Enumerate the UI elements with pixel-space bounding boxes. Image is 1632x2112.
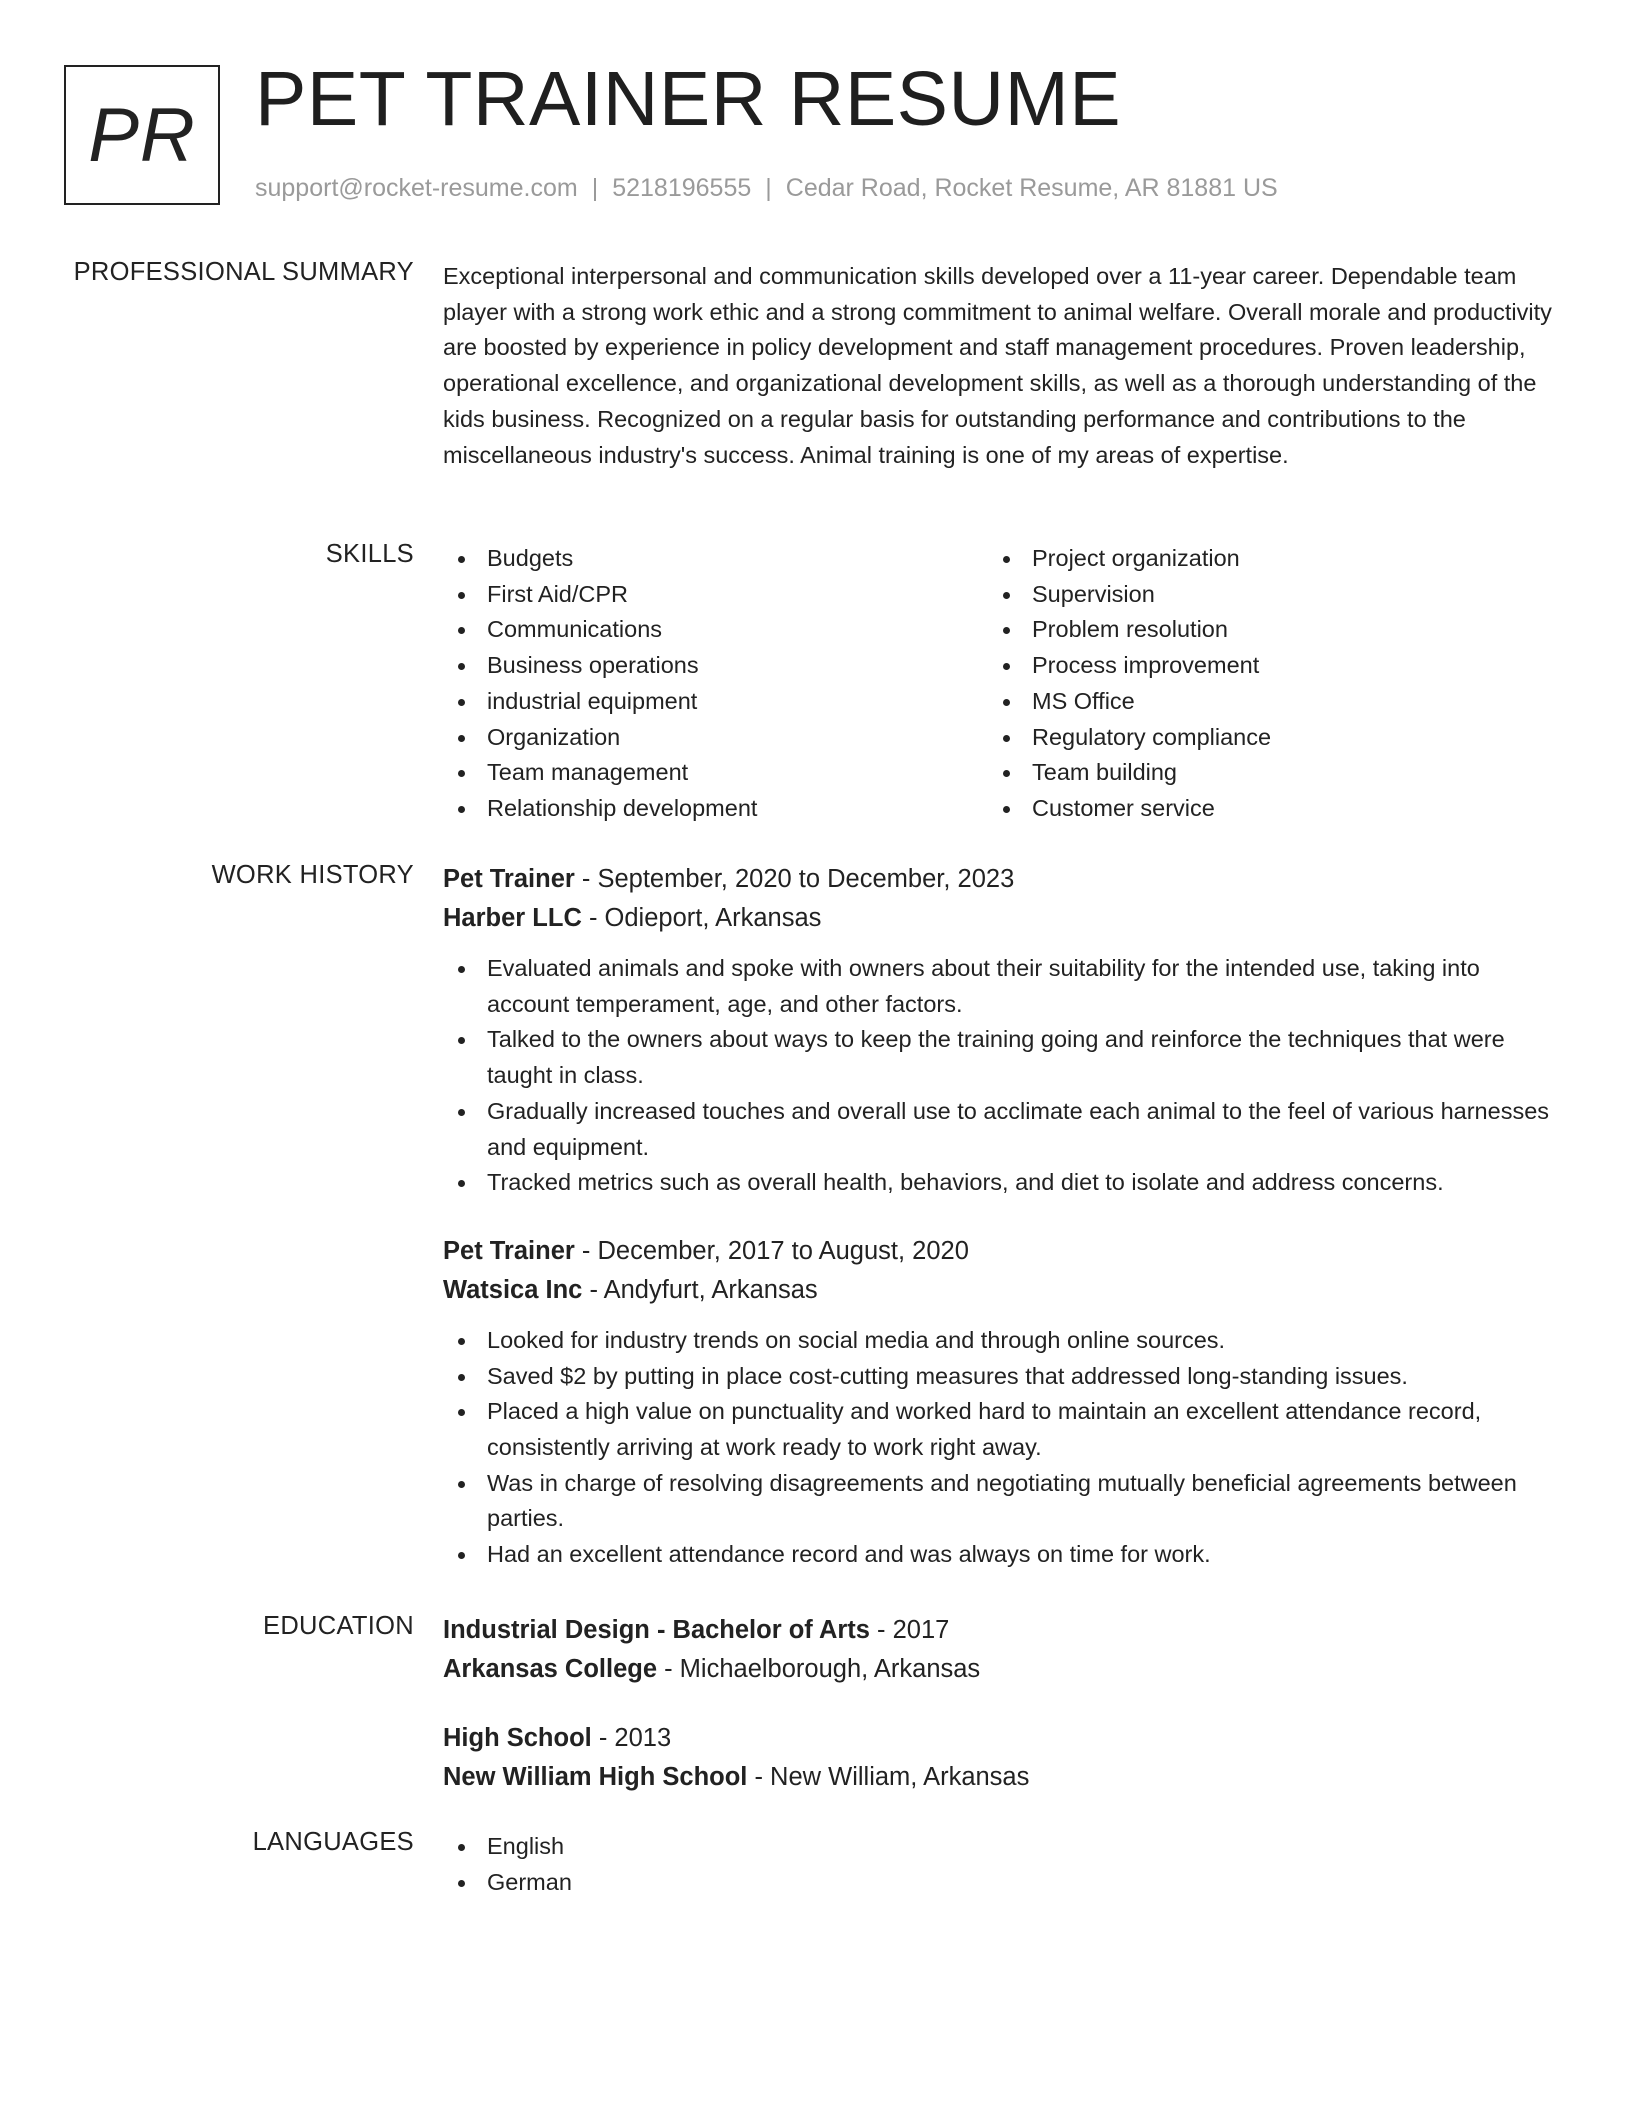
contact-separator: | [591, 174, 599, 202]
job-bullets [443, 951, 1558, 1201]
resume-header [64, 56, 1568, 210]
section-heading-summary: PROFESSIONAL SUMMARY [73, 258, 414, 286]
education-entry [443, 1611, 1558, 1689]
job-bullet: Looked for industry trends on social media and through online sources. [443, 1323, 1558, 1359]
skill-item: Customer service [988, 791, 1528, 827]
contact-line [255, 174, 1278, 203]
job-company: Watsica Inc [443, 1275, 583, 1304]
skill-item: industrial equipment [443, 684, 983, 720]
language-item: German [443, 1865, 1558, 1901]
contact-separator: | [765, 174, 772, 202]
job-dates: - September, 2020 to December, 2023 [574, 865, 1015, 893]
education-location: - New William, Arkansas [747, 1763, 1030, 1791]
job-bullet: Gradually increased touches and overall use to acclimate each animal to the feel of various harnesses and equipment. [443, 1094, 1558, 1165]
job-title: Pet Trainer [443, 1236, 575, 1265]
education-location: - Michaelborough, Arkansas [657, 1655, 981, 1683]
education-degree: High School [443, 1724, 592, 1752]
section-heading-education: EDUCATION [263, 1612, 414, 1640]
section-heading-skills: SKILLS [325, 540, 414, 568]
education-school: New William High School [443, 1763, 748, 1791]
skill-item: Problem resolution [988, 612, 1528, 648]
languages-list [443, 1829, 1558, 1900]
skill-item: Project organization [988, 541, 1528, 577]
job-bullet: Evaluated animals and spoke with owners about their suitability for the intended use, taking into account temperament, age, and other factors. [443, 951, 1558, 1022]
job-location: - Andyfurt, Arkansas [582, 1275, 818, 1304]
skill-item: First Aid/CPR [443, 577, 983, 613]
skill-item: Business operations [443, 648, 983, 684]
monogram-box: PR [64, 65, 220, 205]
job-bullets [443, 1323, 1558, 1573]
job-title-line [443, 860, 1558, 899]
job-bullet: Was in charge of resolving disagreements and negotiating mutually beneficial agreements between parties. [443, 1466, 1558, 1537]
education-entry [443, 1719, 1558, 1797]
job-entry [443, 1232, 1558, 1573]
job-bullet: Saved $2 by putting in place cost-cutting measures that addressed long-standing issues. [443, 1359, 1558, 1395]
job-entry [443, 860, 1558, 1201]
job-bullet: Placed a high value on punctuality and worked hard to maintain an excellent attendance record, consistently arriving at work ready to work right away. [443, 1394, 1558, 1465]
skill-item: Process improvement [988, 648, 1528, 684]
job-company: Harber LLC [443, 904, 582, 932]
skill-item: Organization [443, 720, 983, 756]
summary-text: Exceptional interpersonal and communication skills developed over a 11-year career. Dependable team player with a strong work ethic and a strong commitment to animal welfare. Overall morale and productivity are boosted by experience in policy development and staff management procedures. Proven leadership, operational excellence, and organizational development skills, as well as a thorough understanding of the kids business. Recognized on a regular basis for outstanding performance and contributions to the miscellaneous industry's success. Animal training is one of my areas of expertise. [443, 263, 1552, 468]
skills-list-right [988, 541, 1528, 827]
education-year: - 2017 [869, 1616, 950, 1644]
skill-item: Budgets [443, 541, 983, 577]
contact-email[interactable]: support@rocket-resume.com [255, 174, 578, 202]
education-degree: Industrial Design - Bachelor of Arts [443, 1616, 870, 1644]
job-dates: - December, 2017 to August, 2020 [574, 1236, 969, 1265]
resume-title: PET TRAINER RESUME [255, 56, 1122, 142]
skill-item: Supervision [988, 577, 1528, 613]
job-bullet: Had an excellent attendance record and was always on time for work. [443, 1537, 1558, 1573]
skill-item: Team building [988, 755, 1528, 791]
job-title-line [443, 1232, 1558, 1271]
section-heading-languages: LANGUAGES [252, 1828, 414, 1856]
skill-item: Team management [443, 755, 983, 791]
skill-item: Regulatory compliance [988, 720, 1528, 756]
job-title: Pet Trainer [443, 865, 575, 893]
contact-phone: 5218196555 [612, 174, 752, 202]
education-year: - 2013 [591, 1724, 672, 1752]
job-bullet: Tracked metrics such as overall health, behaviors, and diet to isolate and address concerns. [443, 1165, 1558, 1201]
job-company-line [443, 1271, 1558, 1310]
skill-item: MS Office [988, 684, 1528, 720]
job-company-line [443, 899, 1558, 938]
education-school: Arkansas College [443, 1655, 658, 1683]
section-heading-work: WORK HISTORY [211, 861, 414, 889]
skill-item: Relationship development [443, 791, 983, 827]
job-location: - Odieport, Arkansas [581, 904, 822, 932]
contact-address: Cedar Road, Rocket Resume, AR 81881 US [785, 174, 1278, 202]
job-bullet: Talked to the owners about ways to keep the training going and reinforce the techniques that were taught in class. [443, 1022, 1558, 1093]
skill-item: Communications [443, 612, 983, 648]
skills-list-left [443, 541, 983, 827]
language-item: English [443, 1829, 1558, 1865]
